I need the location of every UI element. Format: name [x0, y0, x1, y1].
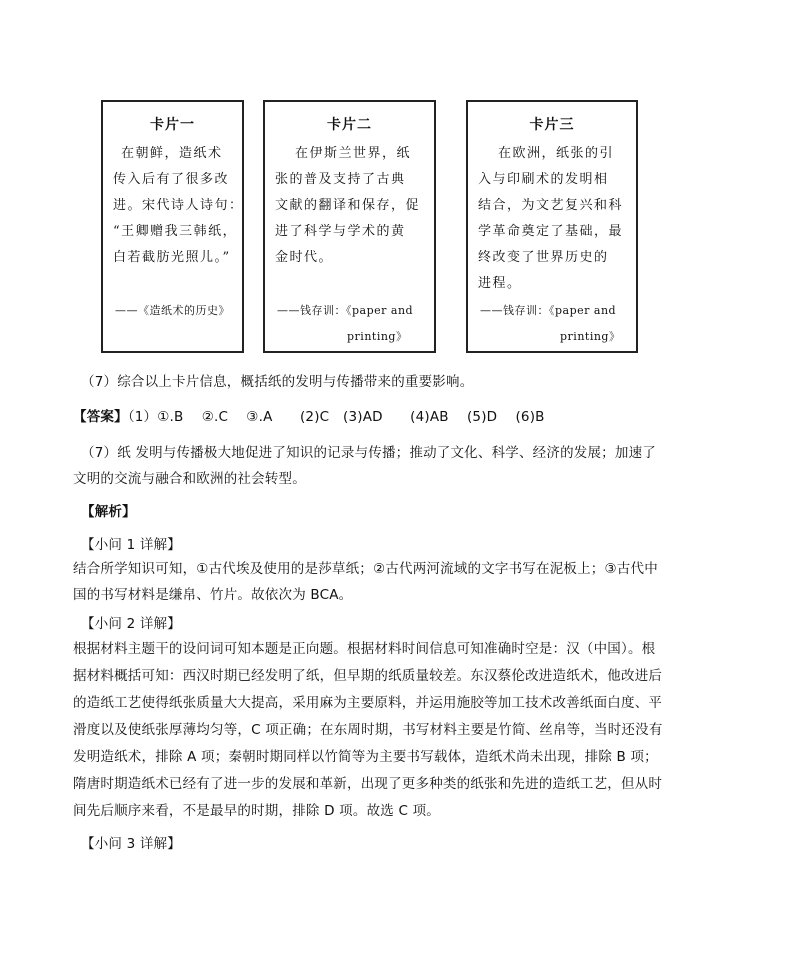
paragraph-line: 结合所学知识可知，①古代埃及使用的是莎草纸；②古代两河流域的文字书写在泥板上；③古代中	[73, 561, 658, 577]
question-7: （7）综合以上卡片信息，概括纸的发明与传播带来的重要影响。	[81, 374, 474, 390]
card-text-line: 在朝鲜，造纸术	[121, 146, 223, 161]
paragraph-line: 的造纸工艺使得纸张质量大大提高，采用麻为主要原料，并运用施胶等加工技术改善纸面白度、平	[73, 695, 663, 711]
card-text-line: 结合，为文艺复兴和科	[478, 198, 624, 213]
card-text-line: 进了科学与学术的黄	[275, 224, 406, 239]
card-text-line: 进。宋代诗人诗句：	[113, 198, 244, 213]
paragraph-line: 国的书写材料是缣帛、竹片。故依次为 BCA。	[73, 587, 353, 603]
card-text-line: 在欧洲，纸张的引	[498, 146, 615, 161]
analysis-label: 【解析】	[81, 504, 136, 520]
card-text-line: 入与印刷术的发明相	[478, 172, 609, 187]
card-text-line: 学革命奠定了基础，最	[478, 224, 624, 239]
answer-7-line: 文明的交流与融合和欧洲的社会转型。	[73, 471, 306, 487]
card-text-line: 终改变了世界历史的	[478, 250, 609, 265]
card-one	[101, 100, 244, 353]
card-title: 卡片三	[529, 117, 575, 133]
answer-7-line: （7）纸 发明与传播极大地促进了知识的记录与传播；推动了文化、科学、经济的发展；加速了	[81, 445, 656, 461]
answer-label: 【答案】	[73, 409, 128, 425]
card-text-line: 进程。	[478, 276, 522, 291]
card-text-line: 金时代。	[275, 250, 334, 265]
card-two	[263, 100, 436, 353]
card-text-line: 张的普及支持了古典	[275, 172, 406, 187]
paragraph-line: 滑度以及使纸张厚薄均匀等，C 项正确；在东周时期，书写材料主要是竹简、丝帛等，当时还没有	[73, 722, 663, 738]
paragraph-line: 间先后顺序来看，不是最早的时期，排除 D 项。故选 C 项。	[73, 803, 440, 819]
card-source: ——《造纸术的历史》	[115, 304, 230, 317]
card-source: ——钱存训：《paper and	[277, 304, 414, 317]
card-text-line: 文献的翻译和保存，促	[275, 198, 421, 213]
card-text-line: 在伊斯兰世界，纸	[295, 146, 412, 161]
section-header: 【小问 1 详解】	[81, 537, 181, 553]
card-source: printing》	[347, 330, 408, 343]
paragraph-line: 发明造纸术，排除 A 项；秦朝时期同样以竹简等为主要书写载体，造纸术尚未出现，排除 B 项；	[73, 749, 658, 765]
section-header: 【小问 3 详解】	[81, 836, 181, 852]
answer-line	[73, 405, 545, 425]
card-title: 卡片一	[150, 117, 195, 133]
answer-values: （1）①.B ②.C ③.A (2)C (3)AD (4)AB (5)D (6)B	[127, 409, 545, 425]
paragraph-line: 隋唐时期造纸术已经有了进一步的发展和革新，出现了更多种类的纸张和先进的造纸工艺，但从时	[73, 776, 663, 792]
card-text-line: “王卿赠我三韩纸，	[113, 224, 238, 239]
card-text-line: 传入后有了很多改	[113, 172, 230, 187]
paragraph-line: 据材料概括可知：西汉时期已经发明了纸，但早期的纸质量较差。东汉蔡伦改进造纸术，他改进后	[73, 668, 663, 684]
card-title: 卡片二	[327, 117, 372, 133]
card-source: printing》	[560, 330, 621, 343]
card-text-line: 白若截肪光照儿。”	[113, 250, 231, 265]
card-three	[466, 100, 638, 353]
paragraph-line: 根据材料主题干的设问词可知本题是正向题。根据材料时间信息可知准确时空是：汉（中国）。根	[73, 641, 656, 657]
card-source: ——钱存训：《paper and	[480, 304, 617, 317]
section-header: 【小问 2 详解】	[81, 616, 181, 632]
